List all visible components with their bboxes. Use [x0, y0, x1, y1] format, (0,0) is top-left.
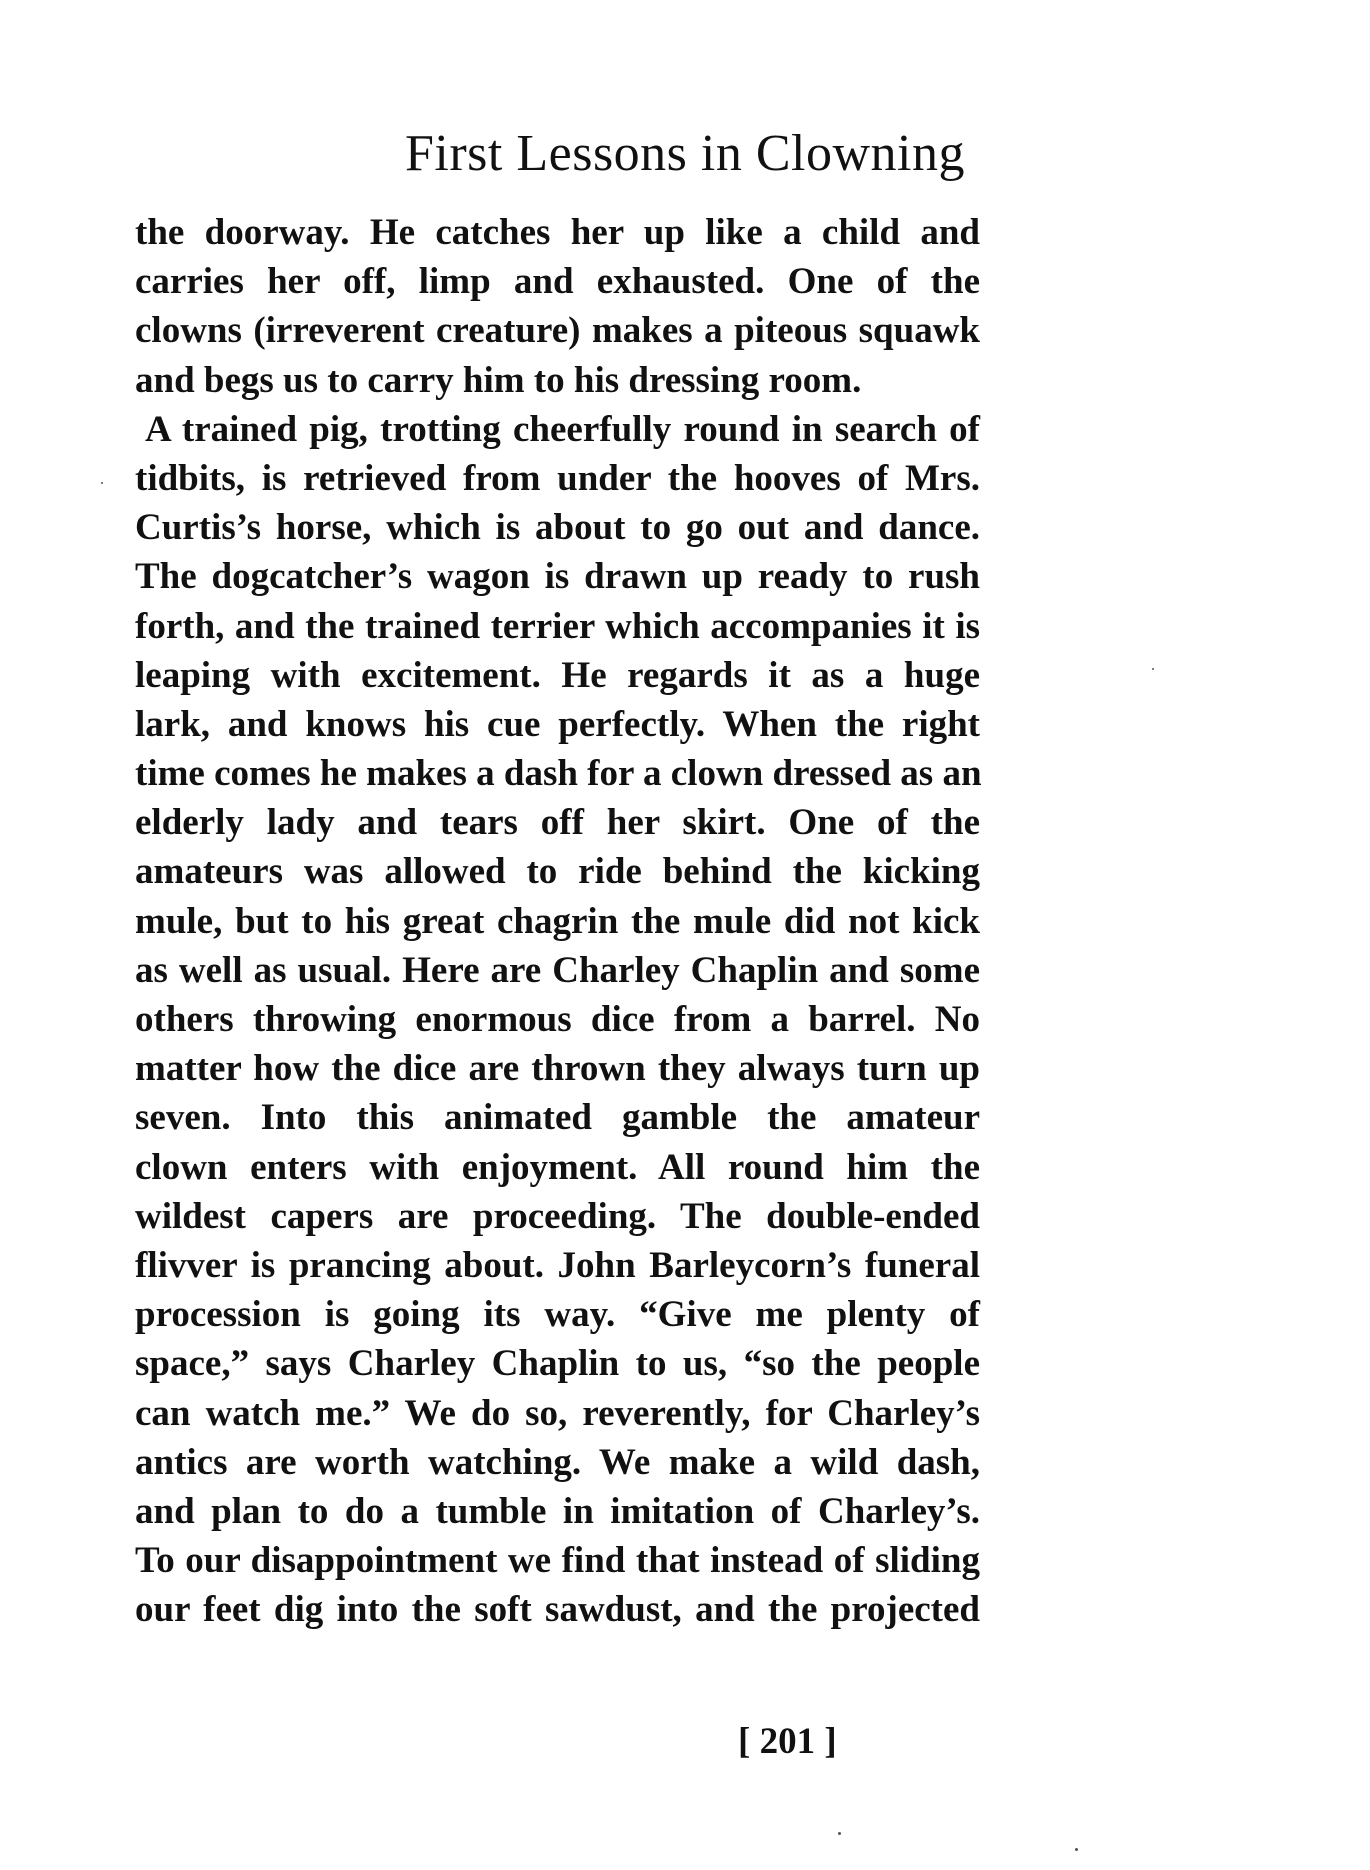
text-line: can watch me.” We do so, reverently, for Charley’s — [135, 1392, 980, 1434]
text-line: elderly lady and tears off her skirt. One of the — [135, 802, 980, 844]
text-line: matter how the dice are thrown they always turn up — [135, 1048, 980, 1090]
scan-speck — [838, 1832, 841, 1835]
scan-speck — [1152, 668, 1154, 670]
text-line: mule, but to his great chagrin the mule did not kick — [135, 900, 980, 942]
text-line: time comes he makes a dash for a clown dressed as an — [135, 753, 982, 795]
text-line: wildest capers are proceeding. The double-ended — [135, 1195, 980, 1237]
text-line: Curtis’s horse, which is about to go out and dance. — [135, 507, 980, 549]
text-line: flivver is prancing about. John Barleycorn’s funeral — [135, 1244, 980, 1286]
text-line: and begs us to carry him to his dressing room. — [135, 359, 862, 401]
text-line: carries her off, limp and exhausted. One of the — [135, 261, 980, 303]
text-line: seven. Into this animated gamble the amateur — [135, 1097, 980, 1139]
text-line: the doorway. He catches her up like a child and — [135, 212, 980, 253]
text-line: A trained pig, trotting cheerfully round in search of — [145, 408, 980, 450]
text-line: clown enters with enjoyment. All round him the — [135, 1146, 980, 1188]
text-line: our feet dig into the soft sawdust, and the projected — [135, 1589, 980, 1631]
text-line: forth, and the trained terrier which accompanies it is — [135, 605, 980, 647]
text-line: leaping with excitement. He regards it as a huge — [135, 654, 980, 696]
scan-speck — [101, 482, 103, 484]
paragraph-2 — [135, 405, 980, 1635]
text-line: clowns (irreverent creature) makes a piteous squawk — [135, 310, 980, 352]
text-line: antics are worth watching. We make a wild dash, — [135, 1441, 980, 1483]
scan-speck — [1075, 1848, 1078, 1851]
text-line: procession is going its way. “Give me plenty of — [135, 1294, 980, 1336]
text-line: others throwing enormous dice from a barrel. No — [135, 999, 980, 1040]
text-line: as well as usual. Here are Charley Chaplin and some — [135, 949, 980, 991]
text-line: tidbits, is retrieved from under the hooves of Mrs. — [135, 457, 980, 499]
text-line: The dogcatcher’s wagon is drawn up ready to rush — [135, 556, 980, 598]
text-line: space,” says Charley Chaplin to us, “so the people — [135, 1343, 980, 1385]
text-line: and plan to do a tumble in imitation of Charley’s. — [135, 1490, 980, 1532]
running-head: First Lessons in Clowning — [405, 125, 965, 182]
text-line: To our disappointment we find that instead of sliding — [135, 1540, 980, 1582]
body-text — [135, 208, 980, 1634]
text-line: amateurs was allowed to ride behind the kicking — [135, 851, 980, 893]
paragraph-1 — [135, 208, 980, 405]
page-number: [ 201 ] — [738, 1721, 837, 1762]
text-line: lark, and knows his cue perfectly. When the right — [135, 703, 980, 745]
